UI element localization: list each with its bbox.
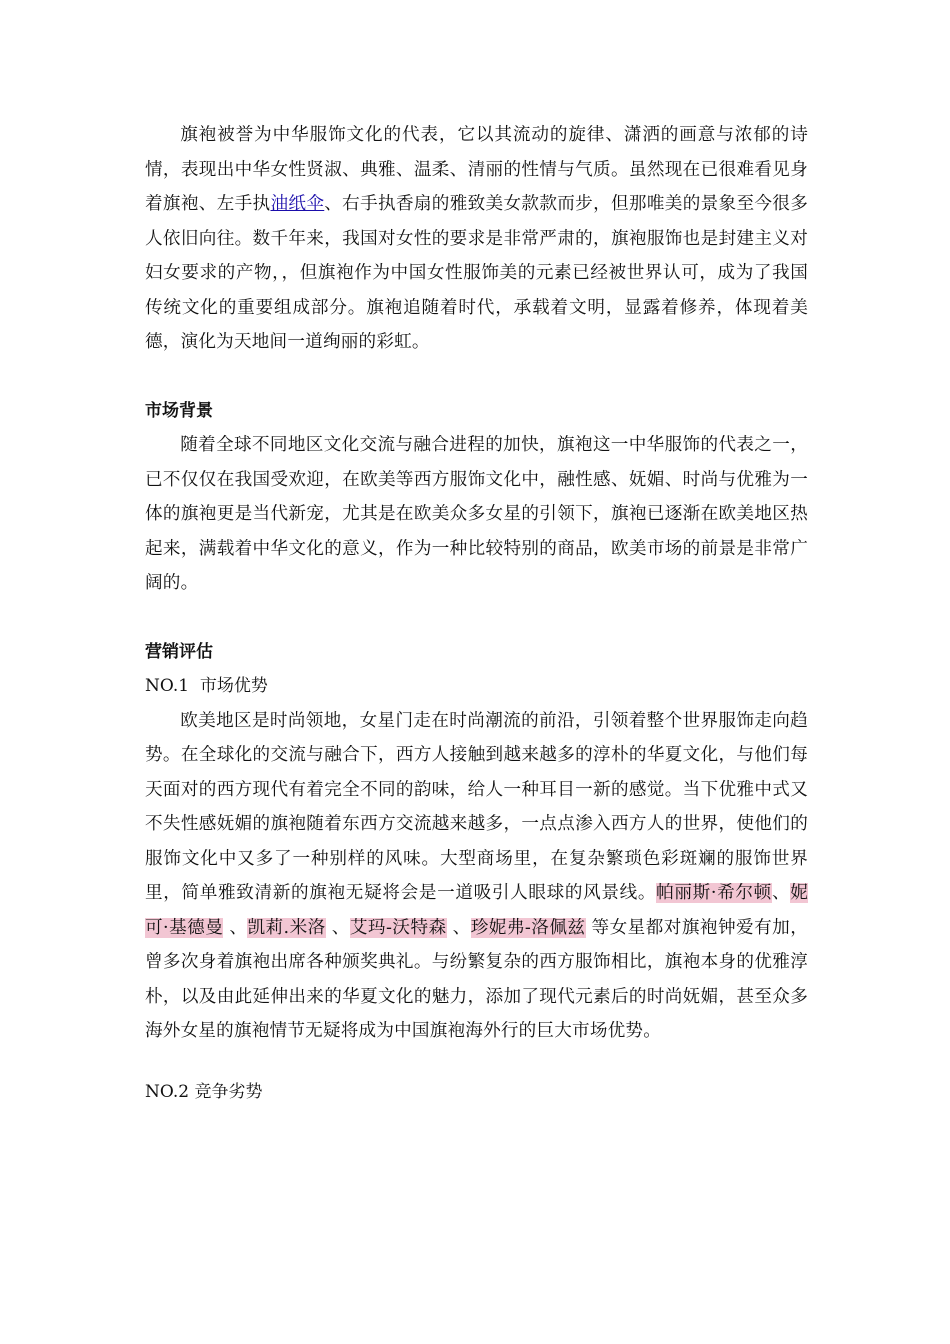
market-background-paragraph: 随着全球不同地区文化交流与融合进程的加快，旗袍这一中华服饰的代表之一，已不仅仅在我国受欢迎，在欧美等西方服饰文化中，融性感、妩媚、时尚与优雅为一体的旗袍更是当代新宠，尤其是在欧美众多女星的引领下，旗袍已逐渐在欧美地区热起来，满载着中华文化的意义，作为一种比较特别的商品，欧美市场的前景是非常广阔的。 [145, 435, 808, 593]
intro-text-before-link: 旗袍被誉为中华服饰文化的代表，它以其流动的旋律、潇洒的画意与浓郁的诗情，表现出中华女性贤淑、典雅、温柔、清丽的性情与气质。虽然现在已很难看见身着旗袍、左手执 [145, 125, 808, 214]
highlighted-name: 帕丽斯·希尔顿 [656, 883, 772, 903]
market-advantage-text-before: 欧美地区是时尚领地，女星门走在时尚潮流的前沿，引领着整个世界服饰走向趋势。在全球化的交流与融合下，西方人接触到越来越多的淳朴的华夏文化，与他们每天面对的西方现代有着完全不同的韵味，给人一种耳目一新的感觉。当下优雅中式又不失性感妩媚的旗袍随着东西方交流越来越多，一点点渗入西方人的世界，使他们的服饰文化中又多了一种别样的风味。大型商场里，在复杂繁琐色彩斑斓的服饰世界里，简单雅致清新的旗袍无疑将会是一道吸引人眼球的风景线。 [145, 710, 808, 903]
name-separator: 、 [446, 917, 471, 938]
highlighted-name: 艾玛-沃特森 [349, 917, 447, 938]
highlighted-name: 珍妮弗-洛佩兹 [470, 917, 586, 938]
highlighted-name: 妮可·基德曼 [145, 883, 809, 938]
spacer [145, 360, 808, 394]
spacer [145, 1049, 808, 1075]
name-separator: 、 [223, 917, 248, 938]
intro-text-after-link: 、右手执香扇的雅致美女款款而步，但那唯美的景象至今很多人依旧向往。数千年来，我国对女性的要求是非常严肃的，旗袍服饰也是封建主义对妇女要求的产物，，但旗袍作为中国女性服饰美的元素已经被世界认可，成为了我国传统文化的重要组成部分。旗袍追随着时代，承载着文明，显露着修养，体现着美德，演化为天地间一道绚丽的彩虹。 [145, 194, 809, 352]
name-separator: 、 [325, 917, 350, 938]
marketing-evaluation-heading: 营销评估 [145, 641, 213, 662]
name-separator: 、 [771, 883, 791, 903]
market-background-heading: 市场背景 [145, 400, 213, 421]
market-advantage-text-after: 等女星都对旗袍钟爱有加，曾多次身着旗袍出席各种颁奖典礼。与纷繁复杂的西方服饰相比，旗袍本身的优雅淳朴，以及由此延伸出来的华夏文化的魅力，添加了现代元素后的时尚妩媚，甚至众多海外女星的旗袍情节无疑将成为中国旗袍海外行的巨大市场优势。 [145, 917, 809, 1041]
document-body [145, 118, 808, 1109]
spacer [145, 601, 808, 635]
competitive-disadvantage-subheading: NO.2 竞争劣势 [145, 1081, 263, 1102]
market-advantage-subheading: NO.1 市场优势 [145, 676, 268, 696]
intro-paragraph [145, 118, 808, 360]
market-advantage-paragraph [145, 704, 808, 1049]
highlighted-name: 凯莉.米洛 [247, 917, 326, 938]
oil-paper-umbrella-link[interactable]: 油纸伞 [270, 194, 325, 214]
